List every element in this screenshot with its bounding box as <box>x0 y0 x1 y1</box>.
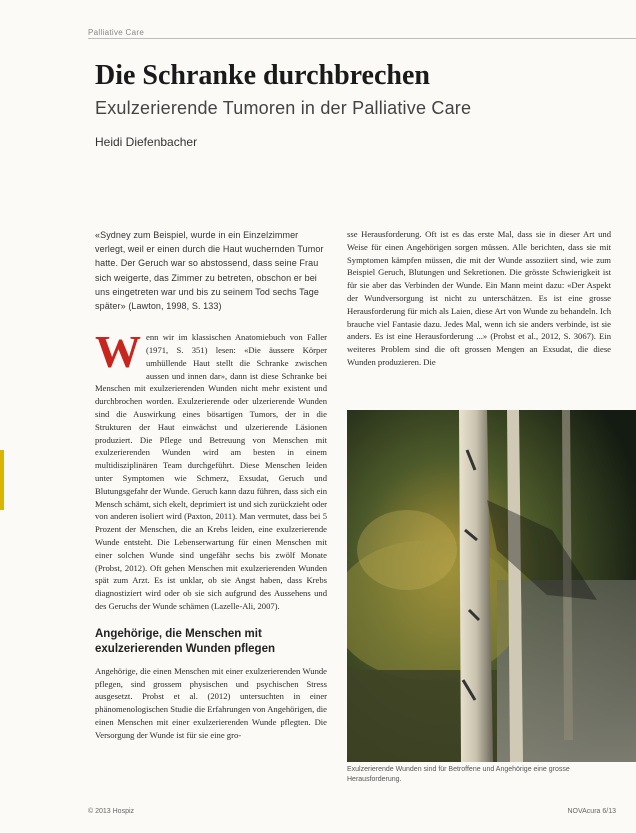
article-author: Heidi Diefenbacher <box>95 135 198 149</box>
article-title: Die Schranke durchbrechen <box>95 60 430 91</box>
footer-issue: NOVAcura 6/13 <box>567 808 616 815</box>
footer-copyright: © 2013 Hospiz <box>88 808 135 815</box>
drop-cap: W <box>95 326 141 378</box>
angehoerige-paragraph: Angehörige, die einen Menschen mit einer exulzerierenden Wunde pflegen, sind grossem physischen und psychischen Stress ausgesetzt. Probst et al. (2012) untersuchten in einer phänomenologischen Studie die Erfahrungen von Angehörigen, die einen Menschen mit einer exulzerierenden Wunde pflegten. Die Versorgung der Wunde ist für sie eine gro- <box>95 665 327 740</box>
intro-paragraph: enn wir im klassischen Anatomiebuch von Faller (1971, S. 351) lesen: «Die äussere Körper umhüllende Haut stellt die Schranke zwischen aussen und innen dar», dann ist diese Schranke bei Menschen mit exulzerierenden Wunden nicht mehr existent und durchbrochen worden. Exulzerierende oder ulzerierende Wunden sind die Auswirkung eines bösartigen Tumors, der in die Strukturen der Haut einwächst und ulzerierende Läsionen produziert. Die Pflege und Betreuung von Menschen mit exulzerierenden Wunden wird am besten in einem multidisziplinären Team durchgeführt. Diese Menschen leiden unter Symptomen wie Schmerz, Exsudat, Geruch und Blutungsgefahr der Wunde. Geruch kann dazu führen, dass sich ein Mensch schämt, sich ekelt, deprimiert ist und sich zurückzieht oder von anderen isoliert wird (Paxton, 2011). Man vermutet, dass bei 5 Prozent der Menschen, die an Krebs leiden, eine exulzerierende Wunde entsteht. Die Lebenserwartung für einen Menschen mit einer solchen Wunde sind ungefähr sechs bis zwölf Monate (Probst, 2012). Oft gehen Menschen mit exulzerierenden Wunden spät zum Arzt. Es ist unklar, ob sie Angst haben, dass Krebs diagnostiziert wird oder ob sie sich aufgrund des Aussehens und des Geruchs der Wunde schämen (Lazelle-Ali, 2007). <box>95 332 327 611</box>
opening-quote: «Sydney zum Beispiel, wurde in ein Einzelzimmer verlegt, weil er einen durch die Haut wuchernden Tumor hatte. Der Geruch war so abstossend, dass seine Frau sich weigerte, das Zimmer zu betreten, obschon er bei uns eingetreten war und bis zu seinem Tod sechs Tage später» (Lawton, 1998, S. 133) <box>95 230 324 312</box>
right-column-paragraph: sse Herausforderung. Oft ist es das erste Mal, dass sie in dieser Art und Weise für einen Angehörigen sorgen müssen. Alle berichten, dass sie mit Symptomen kämpfen müssen, die mit der Wunde assoziiert sind, wie zum Beispiel Geruch, Blutungen und Sekretionen. Die grösste Schwierigkeit ist für sie aber das Verbinden der Wunde. Ein Mann meint dazu: «Der Aspekt der Wundversorgung ist nicht zu unterschätzen. Es ist eine grosse Herausforderung für mich als Laien, diese Art von Wunde zu behandeln. Ich brauche viel Fantasie dazu. Jedes Mal, wenn ich sie anders verbinde, ist sie anders. Es ist eine Herausforderung ...» (Probst et al., 2012, S. 3067). Ein weiteres Problem sind die oft grossen Mengen an Exsudat, die diese Wunden produzieren. Die <box>347 229 611 367</box>
left-column <box>95 228 327 742</box>
article-subtitle: Exulzerierende Tumoren in der Palliative Care <box>95 98 472 118</box>
right-column <box>347 228 611 369</box>
margin-color-bar <box>0 450 4 510</box>
tree-photo-illustration <box>347 410 636 762</box>
header-rule <box>88 38 636 39</box>
section-label: Palliative Care <box>88 28 145 37</box>
photo-caption: Exulzerierende Wunden sind für Betroffene und Angehörige eine grosse Herausforderung. <box>347 766 570 783</box>
section-subhead: Angehörige, die Menschen mit exulzerierenden Wunden pflegen <box>95 627 275 655</box>
intro-block <box>95 326 327 613</box>
article-photo <box>347 410 636 762</box>
